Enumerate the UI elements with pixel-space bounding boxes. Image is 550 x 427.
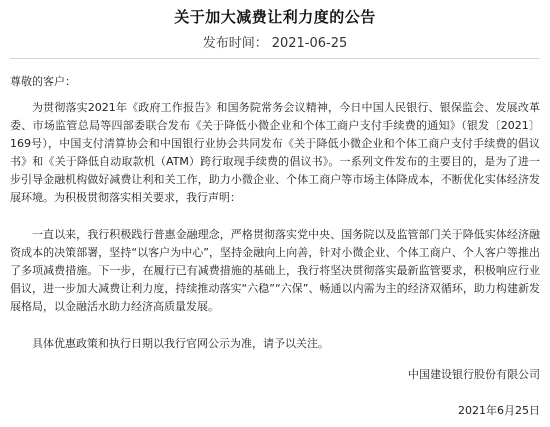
signature-date: 2021年6月25日: [458, 404, 540, 417]
page-title: 关于加大减费让利力度的公告: [174, 8, 376, 26]
paragraph-2: 一直以来，我行积极践行普惠金融理念，严格贯彻落实党中央、国务院以及监管部门关于降低实体经济融资成本的决策部署，坚持“以客户为中心”，坚持金融向上向善，针对小微企业、个体工商户、个人客户等推出了多项减费措施。下一步，在履行已有减费措施的基础上，我行将坚决贯彻落实最新监管要求，积极响应行业倡议，进一步加大减费让利力度，持续推动落实“六稳”“六保”、畅通以内需为主的经济双循环，助力构建新发展格局，以金融活水助力经济高质量发展。: [10, 228, 540, 313]
publish-date-value: 2021-06-25: [271, 36, 348, 51]
greeting: 尊敬的客户：: [10, 75, 76, 88]
publish-date-label: 发布时间：: [202, 36, 268, 51]
header-divider: [10, 58, 540, 59]
paragraph-3: 具体优惠政策和执行日期以我行官网公示为准，请予以关注。: [32, 337, 329, 350]
publish-date-line: [0, 32, 550, 51]
paragraph-1: 为贯彻落实2021年《政府工作报告》和国务院常务会议精神，今日中国人民银行、银保监会、发展改革委、市场监管总局等四部委联合发布《关于降低小微企业和个体工商户支付手续费的通知》（银发〔2021〕169号），中国支付清算协会和中国银行业协会共同发布《关于降低小微企业和个体工商户支付手续费的倡议书》和《关于降低自动取款机（ATM）跨行取现手续费的倡议书》。一系列文件发布的主要目的，是为了进一步引导金融机构做好减费让利和关工作，助力小微企业、个体工商户等市场主体降成本，不断优化实体经济发展环境。为积极贯彻落实相关要求，我行声明：: [10, 101, 540, 204]
signature-bank-name: 中国建设银行股份有限公司: [408, 368, 540, 381]
